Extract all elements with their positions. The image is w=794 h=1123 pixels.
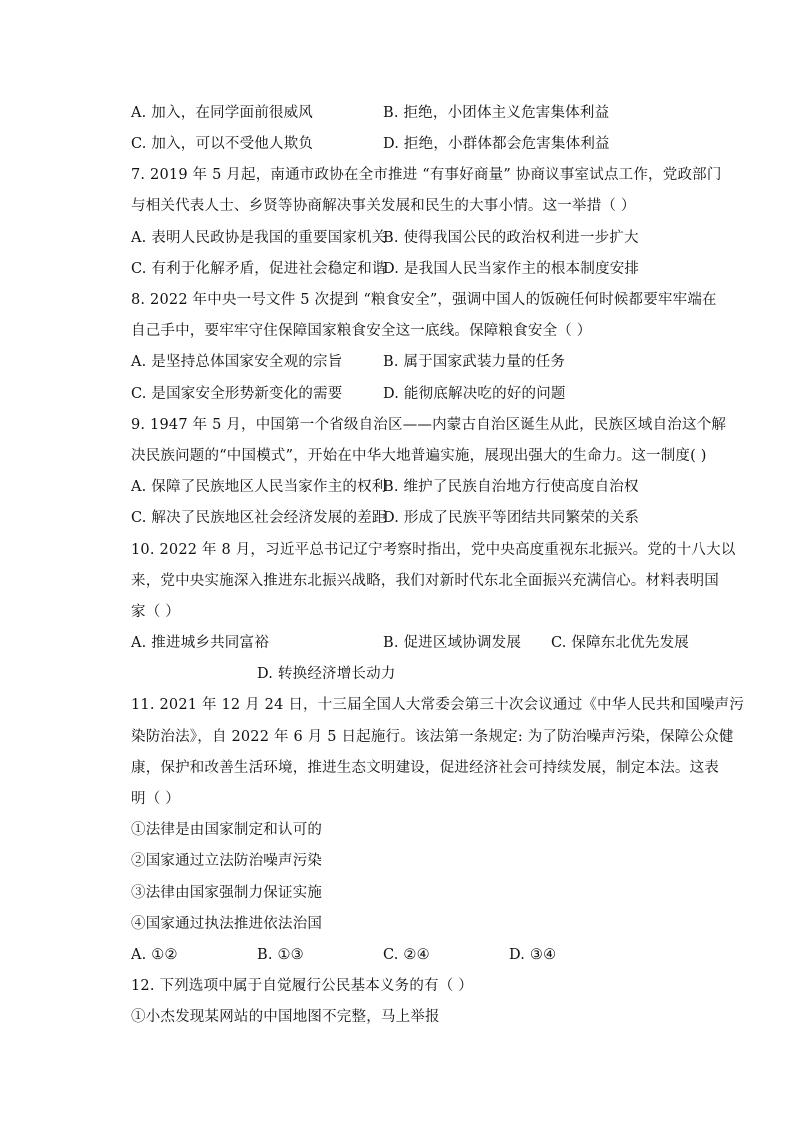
q10-stem-line-1: 10. 2022 年 8 月，习近平总书记辽宁考察时指出，党中央高度重视东北振兴。党的十八大以 — [131, 542, 736, 558]
q11-option-d: D. ③④ — [509, 947, 557, 963]
q7-option-c: C. 有利于化解矛盾，促进社会稳定和谐 — [131, 261, 387, 277]
q7-stem-line-1: 7. 2019 年 5 月起，南通市政协在全市推进 “有事好商量” 协商议事室试点工作，党政部门 — [131, 167, 722, 183]
q8-option-b: B. 属于国家武装力量的任务 — [383, 354, 566, 370]
q7-stem-line-2: 与相关代表人士、乡贤等协商解决事关发展和民生的大事小情。这一举措（ ） — [131, 198, 636, 214]
q9-option-b: B. 维护了民族自治地方行使高度自治权 — [383, 479, 639, 495]
q7-option-d: D. 是我国人民当家作主的根本制度安排 — [383, 261, 640, 277]
q9-stem-line-1: 9. 1947 年 5 月，中国第一个省级自治区——内蒙古自治区诞生从此，民族区域自治这个解 — [131, 417, 727, 433]
q6-option-b: B. 拒绝，小团体主义危害集体利益 — [383, 105, 610, 121]
q11-stem-line-2: 染防治法》，自 2022 年 6 月 5 日起施行。该法第一条规定: 为了防治噪声污染，保障公众健 — [131, 729, 734, 745]
q7-option-b: B. 使得我国公民的政治权利进一步扩大 — [383, 230, 639, 246]
q11-stem-line-1: 11. 2021 年 12 月 24 日，十三届全国人大常委会第三十次会议通过《中华人民共和国噪声污 — [131, 697, 745, 713]
q10-option-a: A. 推进城乡共同富裕 — [131, 635, 269, 651]
q11-stem-line-4: 明（ ） — [131, 791, 180, 807]
q8-stem-line-2: 自己手中，要牢牢守住保障国家粮食安全这一底线。保障粮食安全（ ） — [131, 323, 592, 339]
q9-option-d: D. 形成了民族平等团结共同繁荣的关系 — [383, 510, 640, 526]
q8-option-c: C. 是国家安全形势新变化的需要 — [131, 386, 343, 402]
q6-option-c: C. 加入，可以不受他人欺负 — [131, 136, 314, 152]
q8-stem-line-1: 8. 2022 年中央一号文件 5 次提到 “粮食安全”，强调中国人的饭碗任何时候都要牢牢端在 — [131, 292, 717, 308]
q9-option-c: C. 解决了民族地区社会经济发展的差距 — [131, 510, 387, 526]
q9-stem-line-2: 决民族问题的“中国模式”，开始在中华大地普遍实施，展现出强大的生命力。这一制度( ) — [131, 448, 707, 464]
q9-option-a: A. 保障了民族地区人民当家作主的权利 — [131, 479, 387, 495]
q11-statement-1: ①法律是由国家制定和认可的 — [131, 822, 323, 838]
q11-stem-line-3: 康，保护和改善生活环境，推进生态文明建设，促进经济社会可持续发展，制定本法。这表 — [131, 760, 719, 776]
q10-option-b: B. 促进区域协调发展 — [383, 635, 522, 651]
q11-option-a: A. ①② — [131, 947, 178, 963]
q8-option-d: D. 能彻底解决吃的好的问题 — [383, 386, 566, 402]
q6-option-a: A. 加入，在同学面前很威风 — [131, 105, 313, 121]
q11-statement-2: ②国家通过立法防治噪声污染 — [131, 853, 323, 869]
q8-option-a: A. 是坚持总体国家安全观的宗旨 — [131, 354, 343, 370]
q10-option-d: D. 转换经济增长动力 — [257, 666, 396, 682]
q10-stem-line-3: 家（ ） — [131, 604, 180, 620]
q6-option-d: D. 拒绝，小群体都会危害集体利益 — [383, 136, 610, 152]
q7-option-a: A. 表明人民政协是我国的重要国家机关 — [131, 230, 387, 246]
q10-option-c: C. 保障东北优先发展 — [551, 635, 689, 651]
q11-option-c: C. ②④ — [383, 947, 430, 963]
q10-stem-line-2: 来，党中央实施深入推进东北振兴战略，我们对新时代东北全面振兴充满信心。材料表明国 — [131, 573, 719, 589]
q11-statement-4: ④国家通过执法推进依法治国 — [131, 916, 323, 932]
q12-stem-line-1: 12. 下列选项中属于自觉履行公民基本义务的有（ ） — [131, 978, 473, 994]
q11-option-b: B. ①③ — [257, 947, 304, 963]
q11-statement-3: ③法律由国家强制力保证实施 — [131, 885, 323, 901]
q12-statement-1: ①小杰发现某网站的中国地图不完整，马上举报 — [131, 1009, 440, 1025]
